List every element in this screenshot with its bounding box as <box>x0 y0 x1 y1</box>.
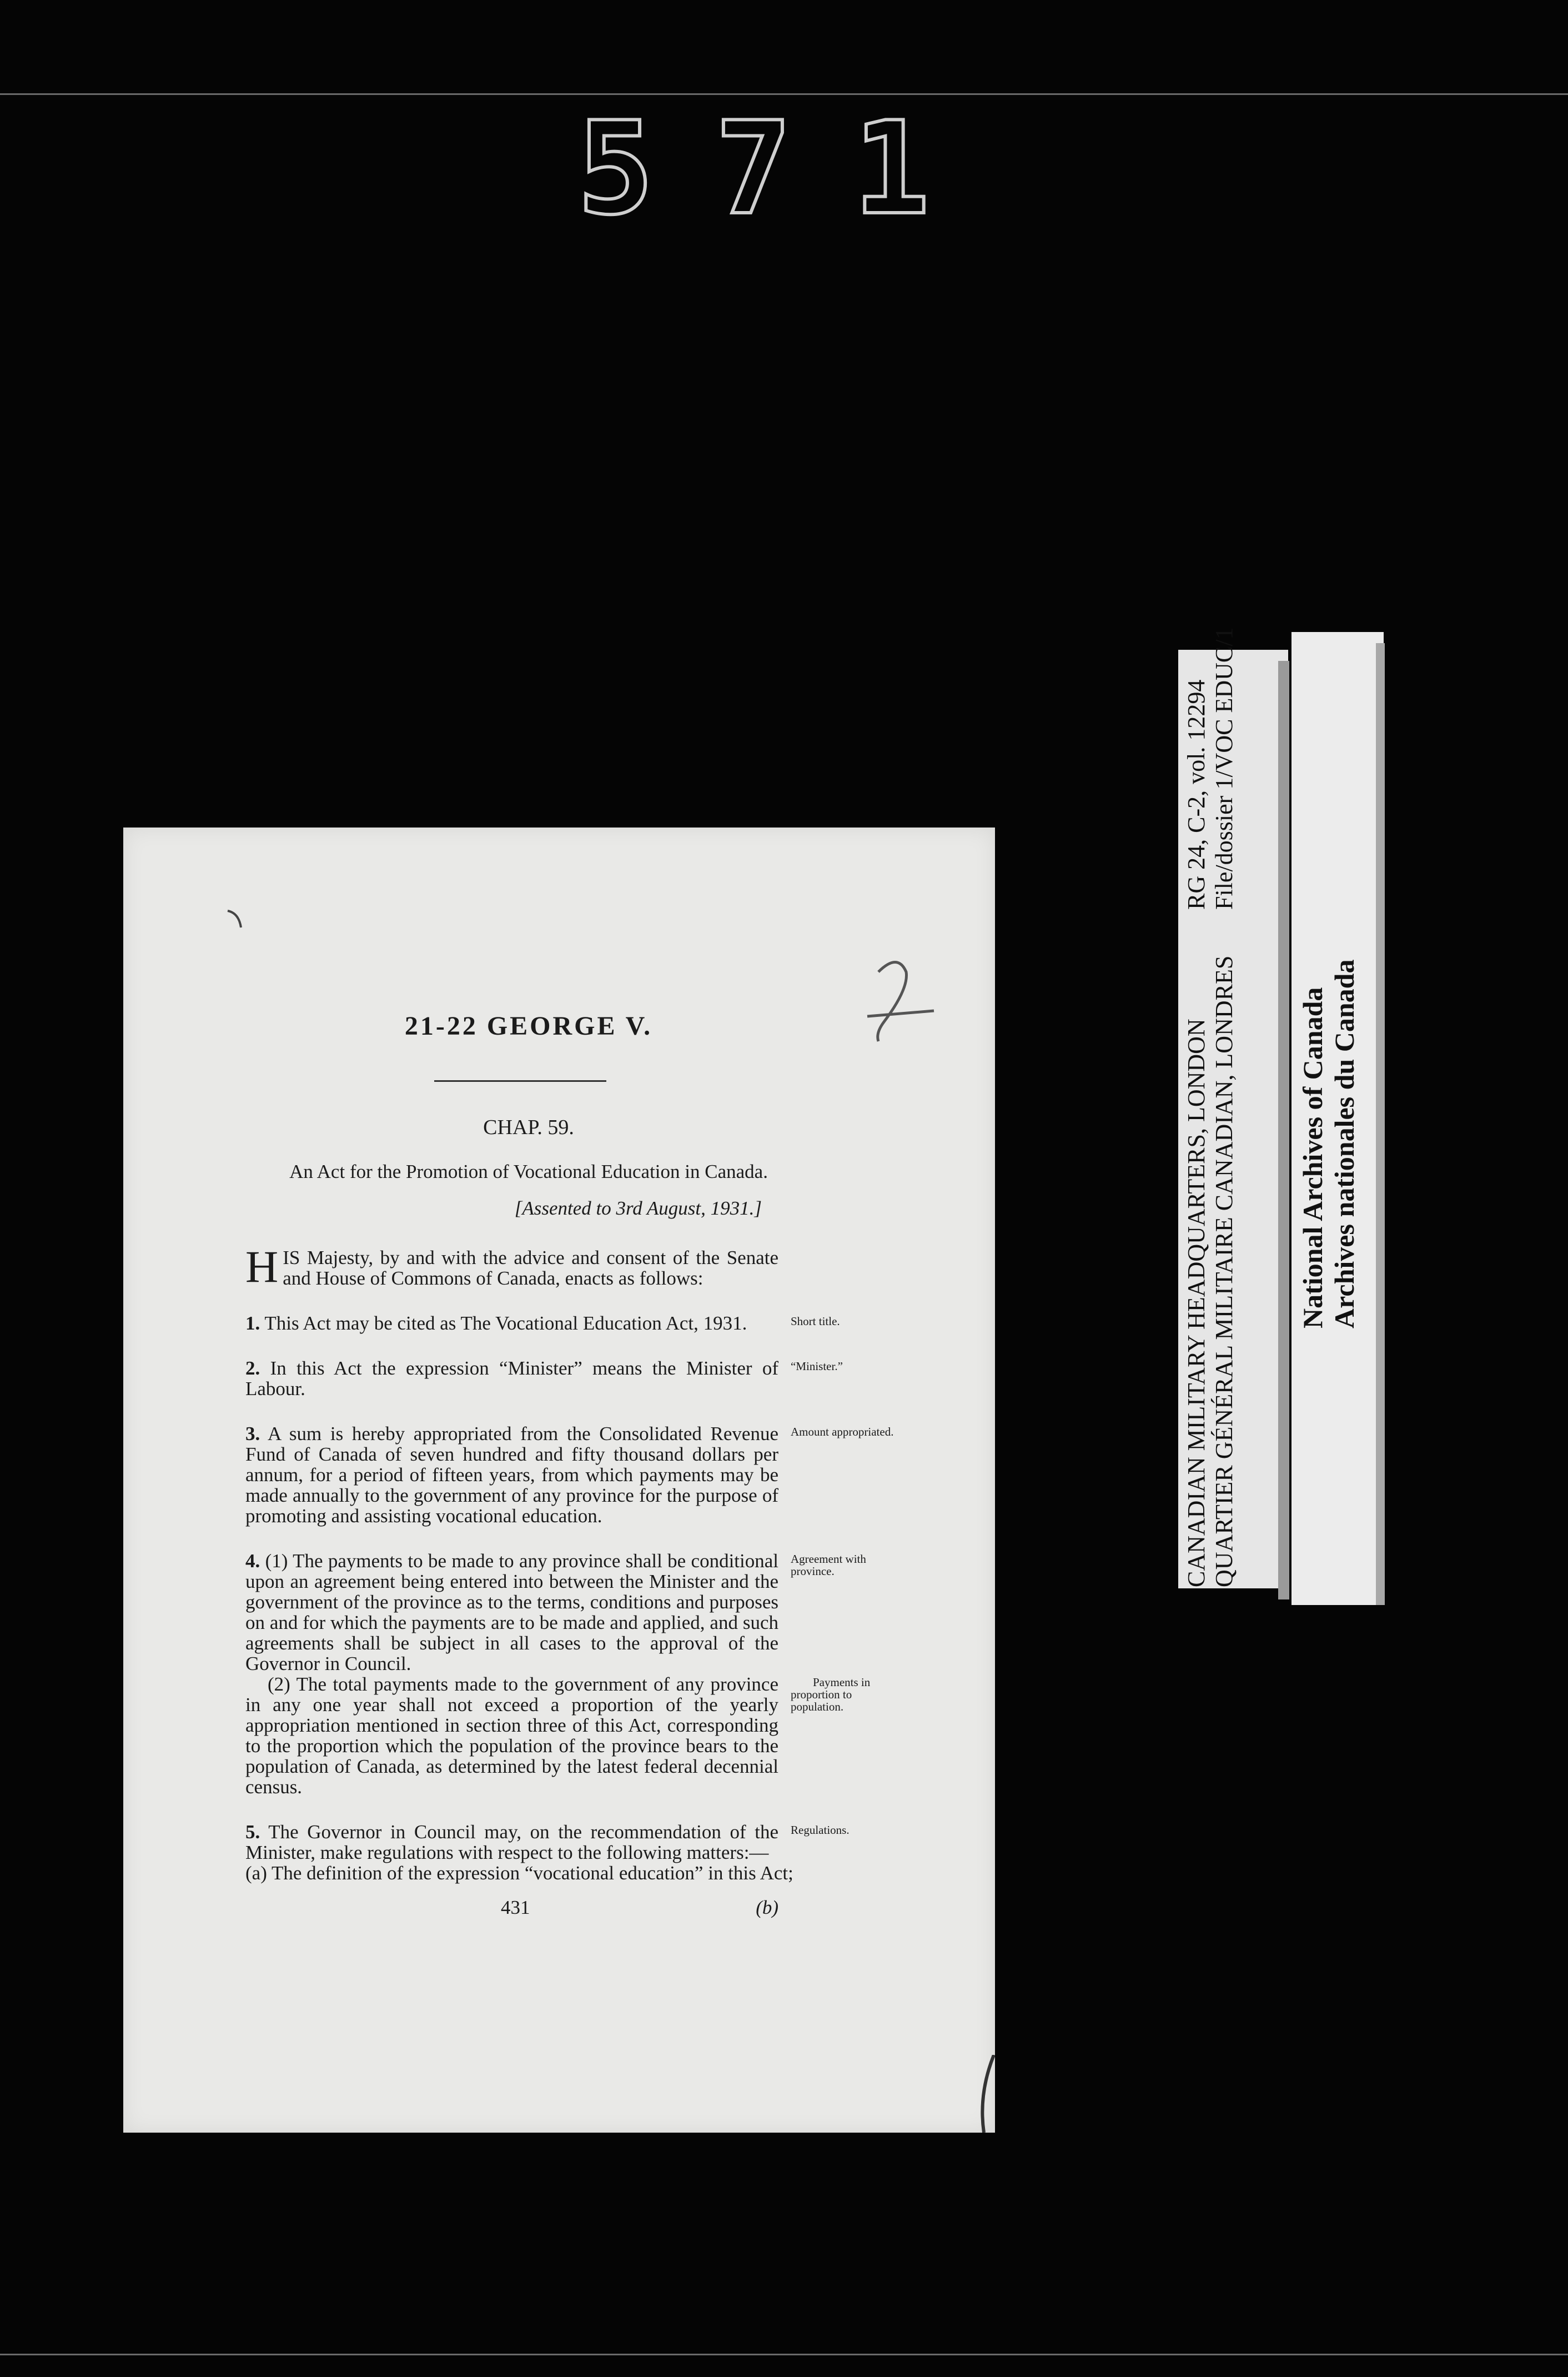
section-number: 2. <box>245 1357 260 1379</box>
page-curl-icon <box>973 2055 995 2133</box>
margin-note: “Minister.” <box>791 1360 843 1373</box>
drop-capital: H <box>245 1241 279 1292</box>
document-page <box>123 828 995 2133</box>
section-text: (1) The payments to be made to any province shall be conditional upon an agreement being entered into between the Minister and the government of the province as to the terms, conditions and purposes on and for which the payments are to be made and applied, and such agreements shall be subject in all cases to the approval of the Governor in Council. <box>245 1550 778 1674</box>
frame-number: 571 <box>577 95 991 243</box>
section-number: 5. <box>245 1821 260 1843</box>
section-number: 4. <box>245 1550 260 1572</box>
pencil-tick-icon <box>222 905 255 939</box>
section-text: This Act may be cited as The Vocational Education Act, 1931. <box>264 1312 747 1334</box>
section-4-1 <box>245 1550 866 1674</box>
margin-note: Short title. <box>791 1315 840 1328</box>
paragraph-a: (a) The definition of the expression “vocational education” in this Act; <box>245 1862 793 1884</box>
archive-label-line-2: QUARTIER GÉNÉRAL MILITAIRE CANADIAN, LONDRES <box>1210 955 1238 1587</box>
chapter-number: CHAP. 59. <box>483 1116 574 1139</box>
section-4-2 <box>245 1673 871 1798</box>
section-3 <box>245 1423 894 1527</box>
preamble <box>245 1241 778 1292</box>
catchword: (b) <box>756 1897 778 1918</box>
margin-note: Amount appropriated. <box>791 1425 894 1438</box>
archive-label-line-4: File/dossier 1/VOC EDUC/1 <box>1210 627 1238 910</box>
page-number: 431 <box>501 1897 530 1918</box>
section-text: The Governor in Council may, on the recommendation of the Minister, make regulations with respect to the following matters:— <box>245 1821 779 1863</box>
section-5 <box>245 1821 850 1863</box>
act-title: An Act for the Promotion of Vocational Education in Canada. <box>289 1161 768 1182</box>
archives-stamp-line-1: National Archives of Canada <box>1297 987 1328 1328</box>
archive-label-line-1: CANADIAN MILITARY HEADQUARTERS, LONDON <box>1183 1019 1210 1587</box>
margin-note: Regulations. <box>791 1823 850 1837</box>
section-number: 3. <box>245 1423 260 1445</box>
section-2 <box>245 1357 843 1400</box>
margin-note: Payments in proportion to population. <box>791 1676 871 1713</box>
margin-note: Agreement with province. <box>791 1552 866 1578</box>
assent-date: [Assented to 3rd August, 1931.] <box>514 1197 762 1219</box>
section-1 <box>245 1312 840 1334</box>
act-text <box>245 1011 906 1919</box>
archives-stamp-line-2: Archives nationales du Canada <box>1329 959 1360 1328</box>
heading-rule <box>434 1080 606 1082</box>
section-text: In this Act the expression “Minister” means the Minister of Labour. <box>245 1357 778 1400</box>
section-text: (2) The total payments made to the government of any province in any one year shall not exceed a proportion of the yearly appropriation mentioned in section three of this Act, corresponding to the proportion which the population of the province bears to the population of Canada, as determined by the latest federal decennial census. <box>245 1673 778 1798</box>
film-bottom-line <box>0 2354 1568 2355</box>
preamble-text: IS Majesty, by and with the advice and consent of the Senate and House of Commons of Canada, enacts as follows: <box>283 1247 778 1289</box>
page-footer <box>245 1897 778 1919</box>
label-shadow <box>1376 643 1385 1605</box>
section-text: A sum is hereby appropriated from the Consolidated Revenue Fund of Canada of seven hundred and fifty thousand dollars per annum, for a period of fifteen years, from which payments may be made annually to the government of any province for the purpose of promoting and assisting vocational education. <box>245 1423 778 1527</box>
archive-label-line-3: RG 24, C-2, vol. 12294 <box>1183 679 1210 910</box>
act-heading: 21-22 GEORGE V. <box>404 1011 653 1041</box>
label-shadow <box>1278 661 1289 1599</box>
section-number: 1. <box>245 1312 260 1334</box>
